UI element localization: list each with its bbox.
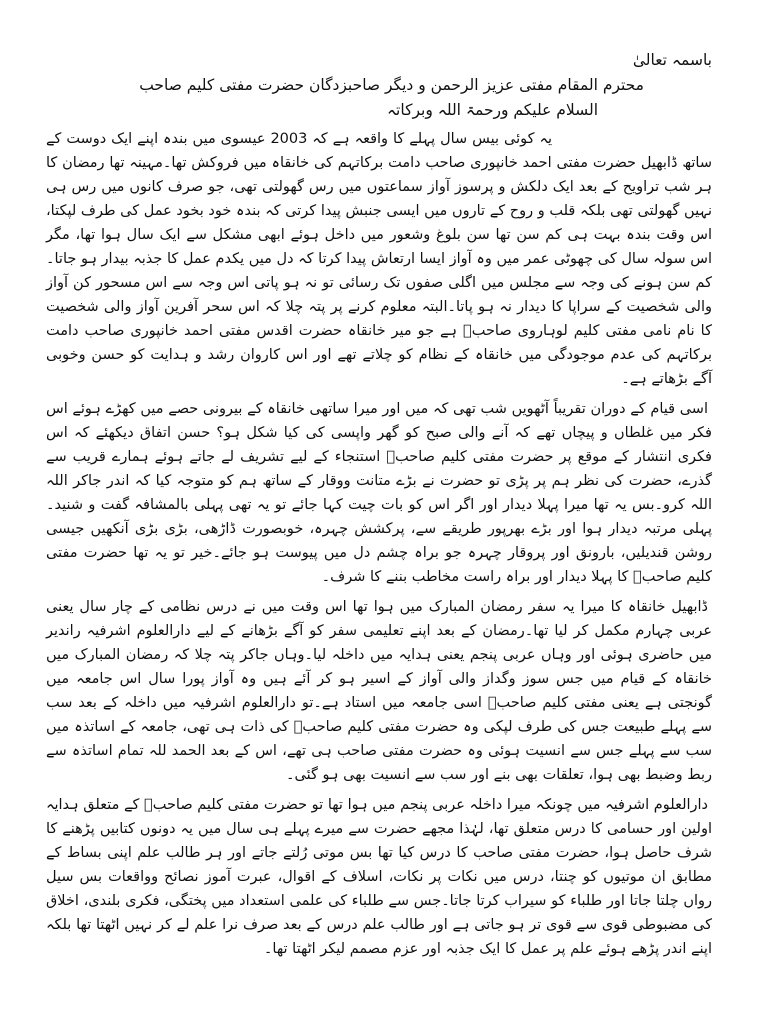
letter-greeting: السلام علیکم ورحمۃ اللہ وبرکاتہ [386,101,598,119]
paragraph-3: ڈابھیل خانقاہ کا میرا یہ سفر رمضان المبارک میں ہوا تھا اس وقت میں نے درس نظامی کے چار سال یعنی عربی چہارم مکمل کر لیا تھا۔رمضان کے بعد اپنے تعلیمی سفر کو آگے بڑھانے کے لیے دارالعلوم اشرفیہ راندیر میں حاضری ہوئی اور وہاں عربی پنجم یعنی ہدایہ میں داخلہ لیا۔وہاں جاکر پتہ چلا کہ رمضان المبارک میں خانقاہ کے قیام میں جس سوز وگداز والی آواز کے اسیر ہو کر آئے ہیں وہ آواز پورا سال اس جامعہ میں گونجتی ہے یعنی مفتی کلیم صاحبؒ اسی جامعہ میں استاد ہے۔تو دارالعلوم اشرفیہ میں داخلہ کے بعد سب سے پہلے طبیعت جس کی طرف لپکی وہ حضرت مفتی کلیم صاحبؒ کی ذات ہی تھی، جامعہ کے اساتذہ میں سب سے پہلے جس سے انسیت ہوئی وہ حضرت مفتی صاحب ہی تھے، اس کے بعد الحمد للہ تمام اساتذہ سے ربط وضبط بھی ہوا، تعلقات بھی بنے اور سب سے انسیت بھی ہو گئی۔ [46,599,712,783]
letter-salutation: محترم المقام مفتی عزیز الرحمن و دیگر صاحبزدگان حضرت مفتی کلیم صاحب [139,76,644,94]
paragraph-1: یہ کوئی بیس سال پہلے کا واقعہ ہے کہ 2003 عیسوی میں بندہ اپنے ایک دوست کے ساتھ ڈابھیل حضرت مفتی احمد خانپوری صاحب دامت برکاتہم کی خانقاہ میں فروکش تھا۔مہینہ تھا رمضان کا ہر شب تراویح کے بعد ایک دلکش و پرسوز آواز سماعتوں میں رس گھولتی تھی، جو صرف کانوں میں رس ہی نہیں گھولتی تھی بلکہ قلب و روح کے تاروں میں ایسی جنبش پیدا کرتی کہ بندہ خود بخود عمل کی طرف لپکتا، اس وقت بندہ بہت ہی کم سن تھا سن بلوغ وشعور میں داخل ہوئے ابھی مشکل سے ایک سال ہوا تھا، مگر اس سولہ سال کی چھوٹی عمر میں وہ آواز ایسا ارتعاش پیدا کرتا کہ دل میں یکدم عمل کا جذبہ بیدار ہو جاتا۔کم سن ہونے کی وجہ سے مجلس میں اگلی صفوں تک رسائی تو نہ ہو پاتی اس وجہ سے اس مسحور کن آواز والی شخصیت کے سراپا کا دیدار نہ ہو پاتا۔البتہ معلوم کرنے پر پتہ چلا کہ اس سحر آفرین آواز والی شخصیت کا نام نامی مفتی کلیم لوہاروی صاحبؒ ہے جو میر خانقاہ حضرت اقدس مفتی احمد خانپوری صاحب دامت برکاتہم کی عدم موجودگی میں خانقاہ کے نظام کو چلاتے تھے اور اس کاروان رشد و ہدایت کو حسن وخوبی آگے بڑھاتے ہے۔ [46,131,712,387]
paragraph-4: دارالعلوم اشرفیہ میں چونکہ میرا داخلہ عربی پنجم میں ہوا تھا تو حضرت مفتی کلیم صاحبؒ کے متعلق ہدایہ اولین اور حسامی کا درس متعلق تھا، لہٰذا مجھے حضرت سے میرے پہلے ہی سال میں یہ دونوں کتابیں پڑھنے کا شرف حاصل ہوا، حضرت مفتی صاحب کا درس کیا تھا بس موتی رُلتے جاتے اور ہر طالب علم اپنی بساط کے مطابق ان موتیوں کو چنتا، درس میں نکات پر نکات، اسلاف کے اقوال، عبرت آموز نصائح وواقعات بس سیل رواں چلتا جاتا اور طلباء کو سیراب کرتا جاتا۔جس سے طلباء کی علمی استعداد میں پختگی، فکری بلندی، اخلاق کی مضبوطی قوی سے قوی تر ہو جاتی ہے اور طالب علم درس کے بعد صرف نرا علم لے کر نہیں اٹھتا تھا بلکہ اپنے اندر پڑھے ہوئے علم پر عمل کا ایک جذبہ اور عزم مصمم لیکر اٹھتا تھا۔ [46,797,712,957]
letter-heading: باسمہ تعالیٰ [632,51,712,69]
paragraph-2: اسی قیام کے دوران تقریباً آٹھویں شب تھی کہ میں اور میرا ساتھی خانقاہ کے بیرونی حصے میں کھڑے ہوئے اس فکر میں غلطاں و پیچاں تھے کہ آنے والی صبح کو گھر واپسی کی کیا شکل ہو؟ حسن اتفاق دیکھئے کہ اس فکری انتشار کے موقع پر حضرت مفتی کلیم صاحبؒ استنجاء کے لیے تشریف لے جاتے ہوئے ہمارے قریب سے گذرے، حضرت کی نظر ہم پر پڑی تو حضرت نے بڑے متانت ووقار کے ساتھ ہم کو متوجہ کیا کہ اندر جاکر اللہ اللہ کرو۔بس یہ تھا میرا پہلا دیدار اور اگر اس کو بات چیت کہا جائے تو یہ تھی پہلی بالمشافہ گفت و شنید۔پہلی مرتبہ دیدار ہوا اور بڑے بھرپور طریقے سے، پرکشش چہرہ، خوبصورت ڈاڑھی، بڑی بڑی آنکھیں جیسی روشن قندیلیں، بارونق اور پروقار چہرہ جو براہ چشم دل میں پیوست ہو جائے۔خیر تو یہ تھا حضرت مفتی کلیم صاحبؒ کا پہلا دیدار اور براہ راست مخاطب بننے کا شرف۔ [46,401,712,585]
